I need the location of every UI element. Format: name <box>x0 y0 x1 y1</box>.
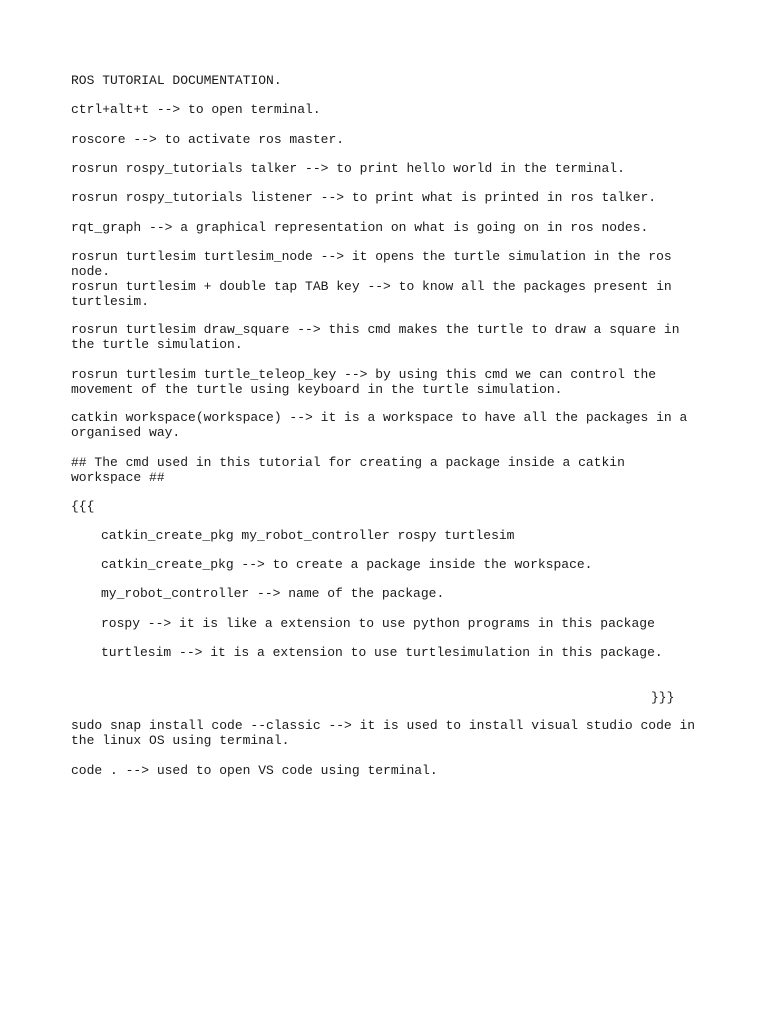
doc-line-rqt-graph: rqt_graph --> a graphical representation on what is going on in ros nodes. <box>71 220 649 235</box>
doc-line-draw-square: rosrun turtlesim draw_square --> this cmd makes the turtle to draw a square in the turtle simulation. <box>71 322 688 352</box>
doc-line-roscore: roscore --> to activate ros master. <box>71 132 345 147</box>
doc-line-teleop-key: rosrun turtlesim turtle_teleop_key --> by using this cmd we can control the movement of the turtle using keyboard in the turtle simulation. <box>71 367 664 397</box>
code-line-create-pkg-desc: catkin_create_pkg --> to create a package inside the workspace. <box>101 557 593 572</box>
code-line-create-pkg-cmd: catkin_create_pkg my_robot_controller rospy turtlesim <box>101 528 515 543</box>
doc-line-open-vscode: code . --> used to open VS code using terminal. <box>71 763 438 778</box>
doc-line-turtlesim-packages: rosrun turtlesim + double tap TAB key --> to know all the packages present in turtlesim. <box>71 279 680 309</box>
doc-line-talker: rosrun rospy_tutorials talker --> to print hello world in the terminal. <box>71 161 625 176</box>
doc-line-install-vscode: sudo snap install code --classic --> it is used to install visual studio code in the linux OS using terminal. <box>71 718 703 748</box>
code-line-turtlesim: turtlesim --> it is a extension to use turtlesimulation in this package. <box>101 645 663 660</box>
doc-line-terminal-shortcut: ctrl+alt+t --> to open terminal. <box>71 102 321 117</box>
code-block-open: {{{ <box>71 499 95 514</box>
code-block-close: }}} <box>651 690 675 705</box>
code-line-package-name: my_robot_controller --> name of the package. <box>101 586 445 601</box>
doc-section-heading: ## The cmd used in this tutorial for creating a package inside a catkin workspace ## <box>71 455 633 485</box>
code-line-rospy: rospy --> it is like a extension to use python programs in this package <box>101 616 655 631</box>
document-title: ROS TUTORIAL DOCUMENTATION. <box>71 73 282 88</box>
doc-line-catkin-workspace: catkin workspace(workspace) --> it is a workspace to have all the packages in a organised way. <box>71 410 696 440</box>
doc-line-turtlesim-node: rosrun turtlesim turtlesim_node --> it opens the turtle simulation in the ros node. <box>71 249 680 279</box>
doc-line-listener: rosrun rospy_tutorials listener --> to print what is printed in ros talker. <box>71 190 657 205</box>
